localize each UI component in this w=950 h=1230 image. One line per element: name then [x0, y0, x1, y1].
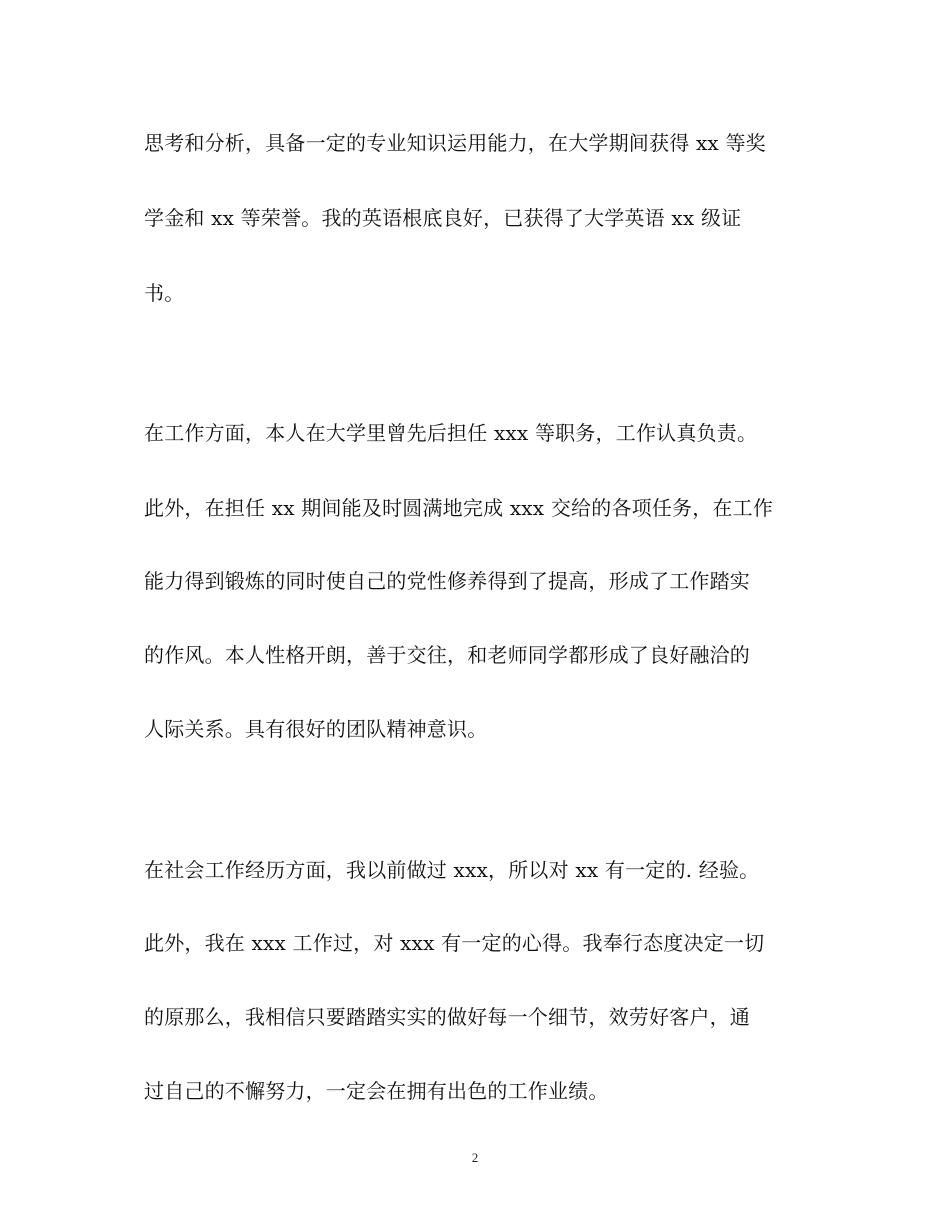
- text-line: 过自己的不懈努力，一定会在拥有出色的工作业绩。: [144, 1079, 609, 1103]
- text-line: 人际关系。具有很好的团队精神意识。: [144, 717, 488, 741]
- text-line: 在社会工作经历方面，我以前做过 xxx，所以对 xx 有一定的. 经验。: [144, 858, 760, 882]
- text-line: 书。: [144, 281, 185, 305]
- text-line: 思考和分析，具备一定的专业知识运用能力，在大学期间获得 xx 等奖: [144, 131, 766, 155]
- text-line: 此外，我在 xxx 工作过，对 xxx 有一定的心得。我奉行态度决定一切: [144, 931, 765, 955]
- page-number: 2: [471, 1150, 479, 1165]
- text-line: 能力得到锻炼的同时使自己的党性修养得到了提高，形成了工作踏实: [144, 569, 750, 593]
- text-line: 的原那么，我相信只要踏踏实实的做好每一个细节，效劳好客户，通: [144, 1005, 750, 1029]
- text-line: 的作风。本人性格开朗，善于交往，和老师同学都形成了良好融洽的: [144, 643, 750, 667]
- text-line: 在工作方面，本人在大学里曾先后担任 xxx 等职务，工作认真负责。: [144, 421, 758, 445]
- text-line: 此外，在担任 xx 期间能及时圆满地完成 xxx 交给的各项任务，在工作: [144, 496, 774, 520]
- text-line: 学金和 xx 等荣誉。我的英语根底良好，已获得了大学英语 xx 级证: [144, 206, 742, 230]
